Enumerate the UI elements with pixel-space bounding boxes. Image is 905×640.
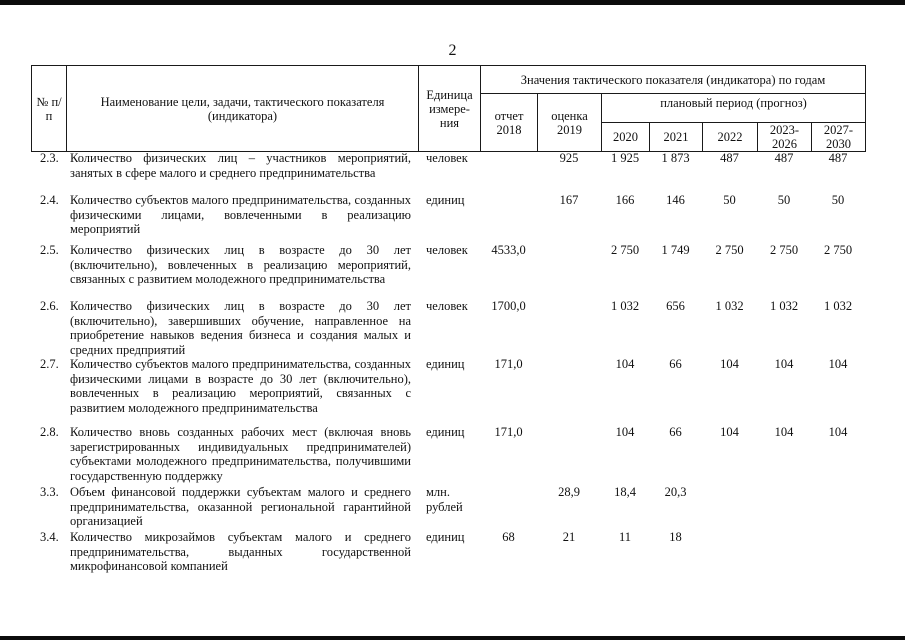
value-cell: 2 750 xyxy=(610,243,640,257)
header-year: 2020 xyxy=(602,123,650,152)
scan-border-bottom xyxy=(0,636,905,640)
table-row xyxy=(31,425,865,485)
value-cell: 11 xyxy=(618,530,632,544)
header-name: Наименование цели, задачи, тактического показателя (индикатора) xyxy=(67,66,419,152)
value-cell: 1 032 xyxy=(823,299,853,313)
value-cell: 487 xyxy=(720,151,739,165)
value-cell: 2 750 xyxy=(769,243,799,257)
table-header xyxy=(31,65,866,152)
table-row xyxy=(31,485,865,530)
indicator-name: Количество субъектов малого предпринимательства, созданных физическими лицами в возрасте до 30 лет (включительно), вовлеченных в реализацию мероприятий, связанных с развитием молодежного предпринимательства xyxy=(70,357,411,415)
indicator-name: Количество микрозаймов субъектам малого и среднего предпринимательства, выданных государственной микрофинансовой компанией xyxy=(70,530,411,573)
row-number: 2.5. xyxy=(40,243,59,257)
value-cell: 68 xyxy=(502,530,515,544)
value-cell: 2 750 xyxy=(823,243,853,257)
unit-cell: человек xyxy=(426,243,468,257)
unit-cell: единиц xyxy=(426,357,465,371)
value-cell xyxy=(537,299,601,357)
indicator-name: Количество вновь созданных рабочих мест (включая вновь зарегистрированных индивидуальных предпринимателей) субъектами молодежного предпринимательства, получившими государственную поддержку xyxy=(70,425,411,483)
value-cell: 104 xyxy=(774,357,794,371)
value-cell xyxy=(537,357,601,425)
value-cell: 925 xyxy=(559,151,579,165)
value-cell: 104 xyxy=(828,425,848,439)
value-cell: 2 750 xyxy=(715,243,744,257)
value-cell xyxy=(811,485,865,530)
value-cell: 1 873 xyxy=(661,151,690,165)
value-cell xyxy=(537,243,601,299)
table-row xyxy=(31,193,865,243)
unit-cell: человек xyxy=(426,151,468,165)
row-number: 2.7. xyxy=(40,357,59,371)
table-row xyxy=(31,530,865,574)
row-number: 2.8. xyxy=(40,425,59,439)
value-cell: 66 xyxy=(669,357,682,371)
table-row xyxy=(31,357,865,425)
header-year: 2023-2026 xyxy=(758,123,812,152)
value-cell xyxy=(702,530,757,574)
indicator-name: Количество физических лиц – участников мероприятий, занятых в сфере малого и среднего предпринимательства xyxy=(70,151,411,180)
unit-cell: единиц xyxy=(426,193,465,207)
value-cell: 104 xyxy=(615,425,635,439)
header-number: № п/п xyxy=(32,66,67,152)
value-cell: 50 xyxy=(831,193,845,207)
value-cell: 104 xyxy=(828,357,848,371)
value-cell: 167 xyxy=(559,193,579,207)
value-cell: 1 032 xyxy=(715,299,744,313)
value-cell: 21 xyxy=(562,530,576,544)
value-cell: 1 032 xyxy=(610,299,640,313)
value-cell: 1700,0 xyxy=(491,299,526,313)
value-cell: 171,0 xyxy=(494,357,523,371)
value-cell: 166 xyxy=(615,193,635,207)
value-cell: 656 xyxy=(666,299,685,313)
indicator-table xyxy=(31,151,865,574)
header-plan: плановый период (прогноз) xyxy=(602,94,866,123)
value-cell xyxy=(757,530,811,574)
value-cell: 28,9 xyxy=(558,485,580,499)
row-number: 2.4. xyxy=(40,193,59,207)
value-cell xyxy=(480,193,537,243)
table-row xyxy=(31,299,865,357)
row-number: 2.3. xyxy=(40,151,59,165)
header-year: 2027-2030 xyxy=(812,123,866,152)
value-cell xyxy=(811,530,865,574)
value-cell: 66 xyxy=(669,425,682,439)
value-cell: 18,4 xyxy=(614,485,636,499)
value-cell: 104 xyxy=(720,425,739,439)
indicator-name: Количество физических лиц в возрасте до 30 лет (включительно), вовлеченных в реализацию мероприятий, связанных с развитием молодежного предпринимательства xyxy=(70,243,411,286)
value-cell: 18 xyxy=(669,530,682,544)
value-cell xyxy=(480,151,537,193)
value-cell: 1 032 xyxy=(769,299,799,313)
value-cell: 50 xyxy=(777,193,791,207)
unit-cell: единиц xyxy=(426,425,465,439)
value-cell: 104 xyxy=(720,357,739,371)
value-cell: 20,3 xyxy=(664,485,687,499)
value-cell xyxy=(757,485,811,530)
value-cell: 4533,0 xyxy=(491,243,526,257)
value-cell: 487 xyxy=(774,151,794,165)
value-cell: 146 xyxy=(666,193,685,207)
table-row xyxy=(31,243,865,299)
row-number: 3.3. xyxy=(40,485,59,499)
header-year: 2021 xyxy=(650,123,703,152)
page-number: 2 xyxy=(448,42,457,59)
value-cell: 104 xyxy=(774,425,794,439)
value-cell: 171,0 xyxy=(494,425,523,439)
scan-border-top xyxy=(0,0,905,5)
indicator-name: Количество физических лиц в возрасте до 30 лет (включительно), завершивших обучение, направленное на приобретение навыков ведения бизнеса и создания малых и средних предприятий xyxy=(70,299,411,357)
header-year: 2022 xyxy=(703,123,758,152)
value-cell xyxy=(480,485,537,530)
header-report: отчет 2018 xyxy=(481,94,538,152)
value-cell: 1 749 xyxy=(661,243,690,257)
row-number: 2.6. xyxy=(40,299,59,313)
row-number: 3.4. xyxy=(40,530,59,544)
table-row xyxy=(31,151,865,193)
value-cell xyxy=(537,425,601,485)
value-cell: 50 xyxy=(723,193,736,207)
header-estimate: оценка 2019 xyxy=(538,94,602,152)
unit-cell: человек xyxy=(426,299,468,313)
header-unit: Единица измере-ния xyxy=(419,66,481,152)
indicator-name: Объем финансовой поддержки субъектам малого и среднего предпринимательства, оказанной региональной гарантийной организацией xyxy=(70,485,411,528)
unit-cell: единиц xyxy=(426,530,465,544)
value-cell: 1 925 xyxy=(610,151,640,165)
indicator-name: Количество субъектов малого предпринимательства, созданных физическими лицами, вовлеченными в реализацию мероприятий xyxy=(70,193,411,236)
value-cell: 104 xyxy=(615,357,635,371)
value-cell: 487 xyxy=(828,151,848,165)
header-values: Значения тактического показателя (индикатора) по годам xyxy=(481,66,866,94)
unit-cell: млн. рублей xyxy=(426,485,463,514)
value-cell xyxy=(702,485,757,530)
